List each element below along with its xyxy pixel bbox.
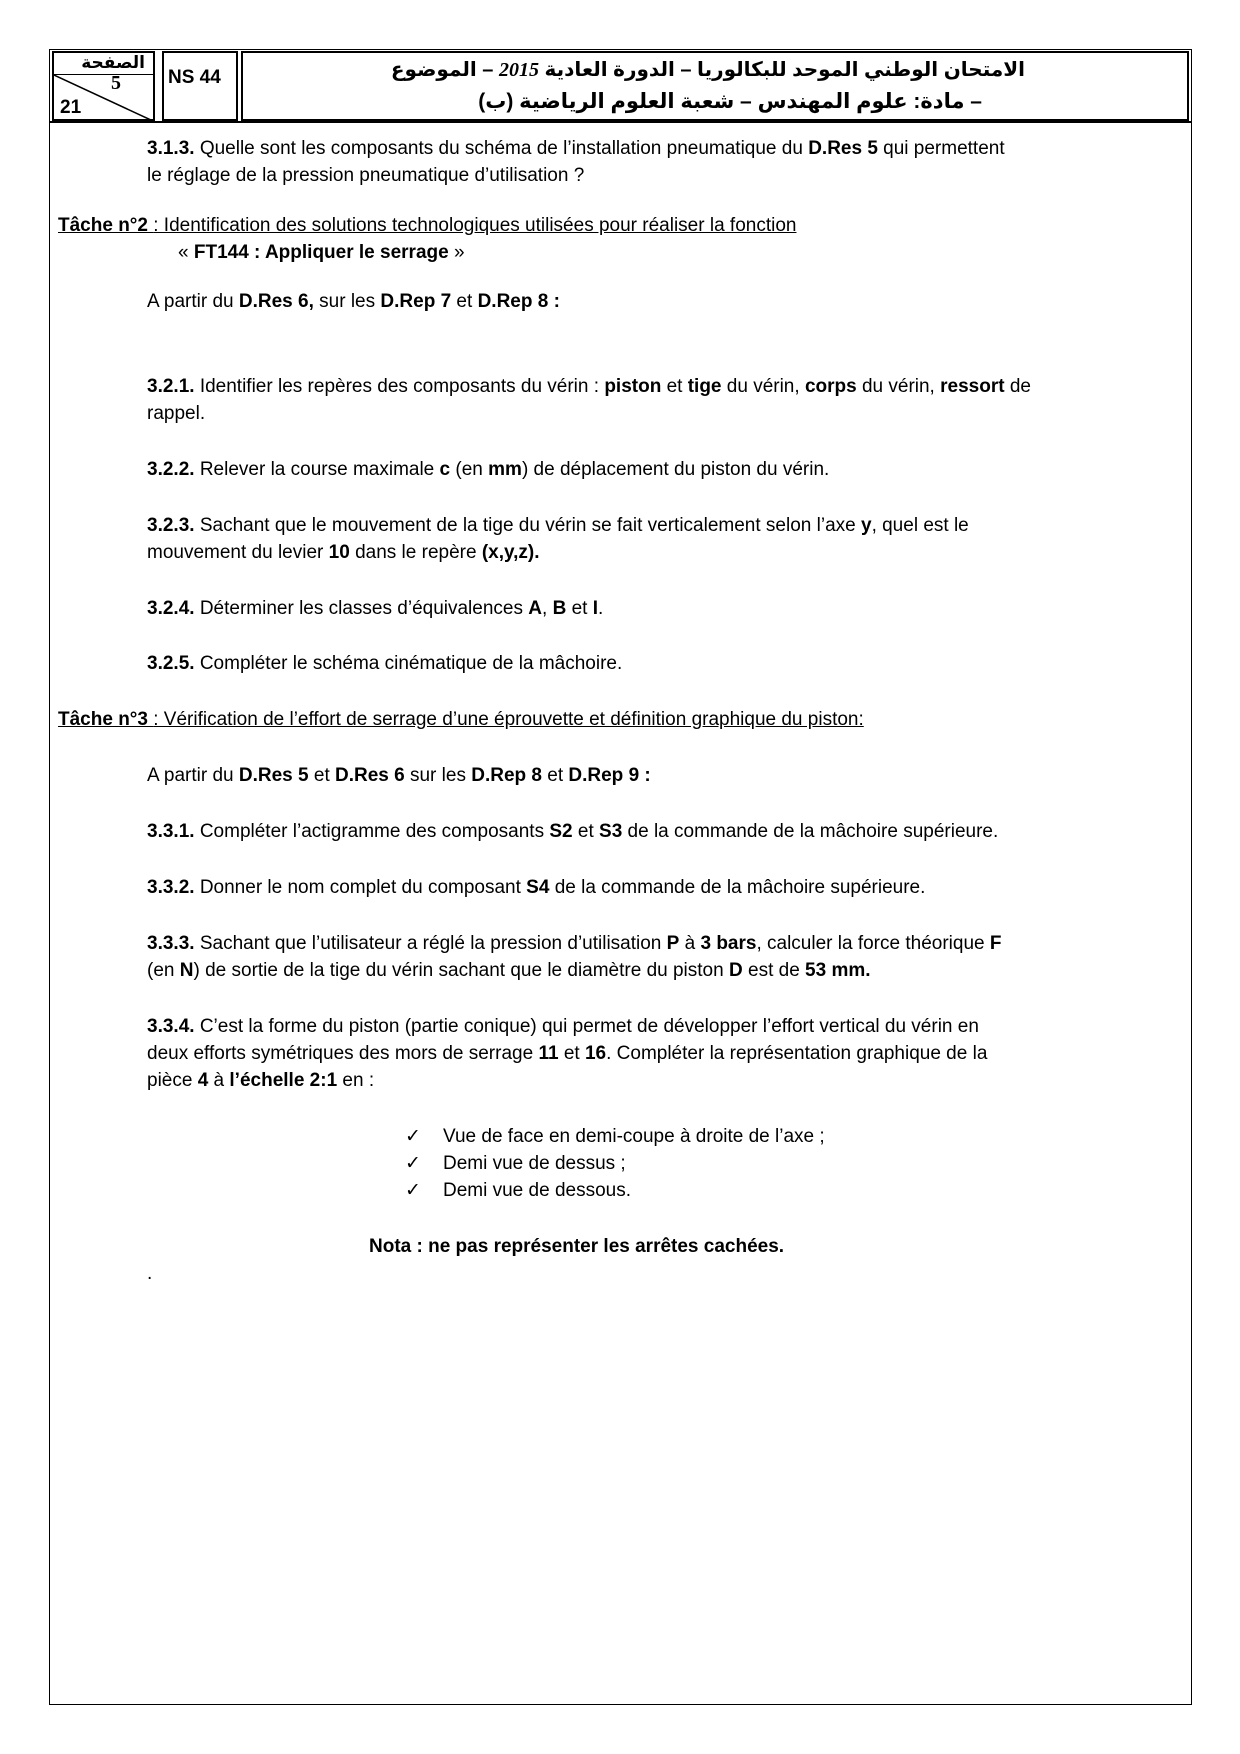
trailing-dot: . [147,1263,153,1284]
term: c [439,459,451,480]
exam-title-line1 [391,57,1025,82]
ref: D.Res 6 [335,765,405,786]
text: Identifier les repères des composants du vérin : [194,376,605,397]
text: de la commande de la mâchoire supérieure. [622,821,999,842]
term: 3 bars [700,933,757,954]
page-number-box [52,51,155,121]
term: B [552,598,567,619]
nota [369,1233,784,1260]
list-item-text: Vue de face en demi-coupe à droite de l’axe ; [443,1126,825,1147]
text: et [566,598,593,619]
exam-title-line2: – مادة: علوم المهندس – شعبة العلوم الرياضية (ب) [478,90,982,113]
text: du vérin, [856,376,941,397]
text: pièce [147,1070,198,1091]
term: 11 [538,1043,559,1064]
question-3-3-3-line2 [147,957,871,984]
text: et [451,291,478,312]
check-icon: ✓ [405,1153,421,1174]
ref: D.Res 5 [238,765,309,786]
text: Relever la course maximale [194,459,440,480]
text: ) de sortie de la tige du vérin sachant que le diamètre du piston [193,960,729,981]
page-current: 5 [111,72,121,94]
term: N [179,960,194,981]
task-label: Tâche n°3 [58,709,154,730]
question-3-3-4-line3 [147,1067,374,1094]
question-3-2-2 [147,456,829,483]
text: Compléter l’actigramme des composants [194,821,550,842]
term: ressort [940,376,1005,397]
text: , calculer la force théorique [756,933,990,954]
quote-open: « [178,242,194,263]
task-2-function [178,239,465,266]
text: A partir du [147,291,239,312]
text: qui permettent [877,138,1005,159]
question-3-3-2 [147,874,925,901]
term: l’échelle 2:1 [229,1070,338,1091]
text: et [558,1043,585,1064]
text: et [572,821,600,842]
term: corps [804,376,857,397]
task-3-sources [147,762,651,789]
question-3-2-1-line2: rappel. [147,403,206,424]
text: et [308,765,335,786]
text: sur les [404,765,472,786]
question-3-2-4 [147,595,603,622]
text: deux efforts symétriques des mors de serrage [147,1043,539,1064]
text: est de [742,960,806,981]
text: de [1004,376,1031,397]
question-number: 3.2.2. [147,459,195,480]
question-number: 3.3.1. [147,821,195,842]
list-item [405,1123,825,1150]
term: A [528,598,542,619]
ref: D.Rep 7 [380,291,452,312]
term: y [860,515,872,536]
question-3-2-1 [147,373,1031,400]
text: à [679,933,701,954]
term: S3 [599,821,623,842]
check-icon: ✓ [405,1180,421,1201]
text: dans le repère [349,542,482,563]
question-3-3-3 [147,930,1001,957]
question-number: 3.2.5. [147,653,195,674]
term: 4 [197,1070,209,1091]
term: 10 [328,542,350,563]
question-number: 3.3.4. [147,1016,195,1037]
text: (en [450,459,489,480]
task-3-heading [58,706,864,733]
text: à [208,1070,230,1091]
question-number: 3.2.1. [147,376,195,397]
term: P [666,933,680,954]
question-3-1-3-line2: le réglage de la pression pneumatique d’utilisation ? [147,165,585,186]
question-number: 3.3.3. [147,933,195,954]
term: tige [687,376,722,397]
question-number: 3.2.3. [147,515,195,536]
list-item [405,1177,631,1204]
question-number: 3.2.4. [147,598,195,619]
ref: D.Res 5 [808,138,878,159]
text: et [661,376,688,397]
page-total: 21 [60,97,82,118]
question-3-1-3 [147,135,1005,162]
title-year: 2015 [498,59,539,81]
title-line1-b: – الموضوع [390,59,494,81]
text: . [597,598,604,619]
text: en : [337,1070,375,1091]
term: D [728,960,743,981]
ref: D.Res 6, [238,291,314,312]
task-text: : Identification des solutions technologiques utilisées pour réaliser la fonction [153,215,797,236]
text: Compléter le schéma cinématique de la mâchoire. [194,653,623,674]
text: Sachant que l’utilisateur a réglé la pression d’utilisation [194,933,667,954]
text: de la commande de la mâchoire supérieure. [549,877,926,898]
text: ) de déplacement du piston du vérin. [521,459,830,480]
question-number: 3.3.2. [147,877,195,898]
question-3-3-4 [147,1013,979,1040]
text: sur les [313,291,381,312]
term: (x,y,z). [481,542,540,563]
quote-close: » [448,242,465,263]
list-item-text: Demi vue de dessous. [443,1180,631,1201]
exam-title-box [241,51,1189,121]
nota-text: Nota : ne pas représenter les arrêtes cachées. [369,1236,785,1257]
ref: D.Rep 8 : [477,291,560,312]
text: , quel est le [871,515,969,536]
term: F [989,933,1002,954]
task-2-sources [147,288,560,315]
page-label: الصفحة [81,53,145,72]
task-2-heading [58,212,796,239]
question-number: 3.1.3. [147,138,195,159]
question-3-2-3 [147,512,969,539]
text: , [542,598,553,619]
function-name: FT144 : Appliquer le serrage [193,242,449,263]
question-3-3-4-line2 [147,1040,987,1067]
text: Déterminer les classes d’équivalences [194,598,529,619]
text: . Compléter la représentation graphique de la [606,1043,988,1064]
text: du vérin, [721,376,805,397]
question-3-3-1 [147,818,998,845]
title-line1-a: الامتحان الوطني الموحد للبكالوريا – الدورة العادية [544,59,1025,81]
text: Donner le nom complet du composant [194,877,527,898]
task-text: : Vérification de l’effort de serrage d’une éprouvette et définition graphique du piston: [153,709,864,730]
text: et [541,765,569,786]
term: piston [604,376,662,397]
check-icon: ✓ [405,1126,421,1147]
text: Sachant que le mouvement de la tige du vérin se fait verticalement selon l’axe [194,515,861,536]
text: C’est la forme du piston (partie conique) qui permet de développer l’effort vertical du vérin en [194,1016,979,1037]
ref: D.Rep 9 : [568,765,651,786]
term: 16 [584,1043,607,1064]
text: (en [147,960,180,981]
term: S2 [549,821,573,842]
exam-code: NS 44 [162,51,238,121]
term: S4 [526,877,550,898]
text: Quelle sont les composants du schéma de l’installation pneumatique du [194,138,809,159]
term: 53 mm. [805,960,871,981]
term: I [592,598,598,619]
question-3-2-3-line2 [147,539,540,566]
term: mm [488,459,522,480]
list-item-text: Demi vue de dessus ; [443,1153,626,1174]
text: A partir du [147,765,239,786]
text: mouvement du levier [147,542,329,563]
ref: D.Rep 8 [471,765,542,786]
question-3-2-5 [147,650,622,677]
list-item [405,1150,626,1177]
task-label: Tâche n°2 [58,215,154,236]
